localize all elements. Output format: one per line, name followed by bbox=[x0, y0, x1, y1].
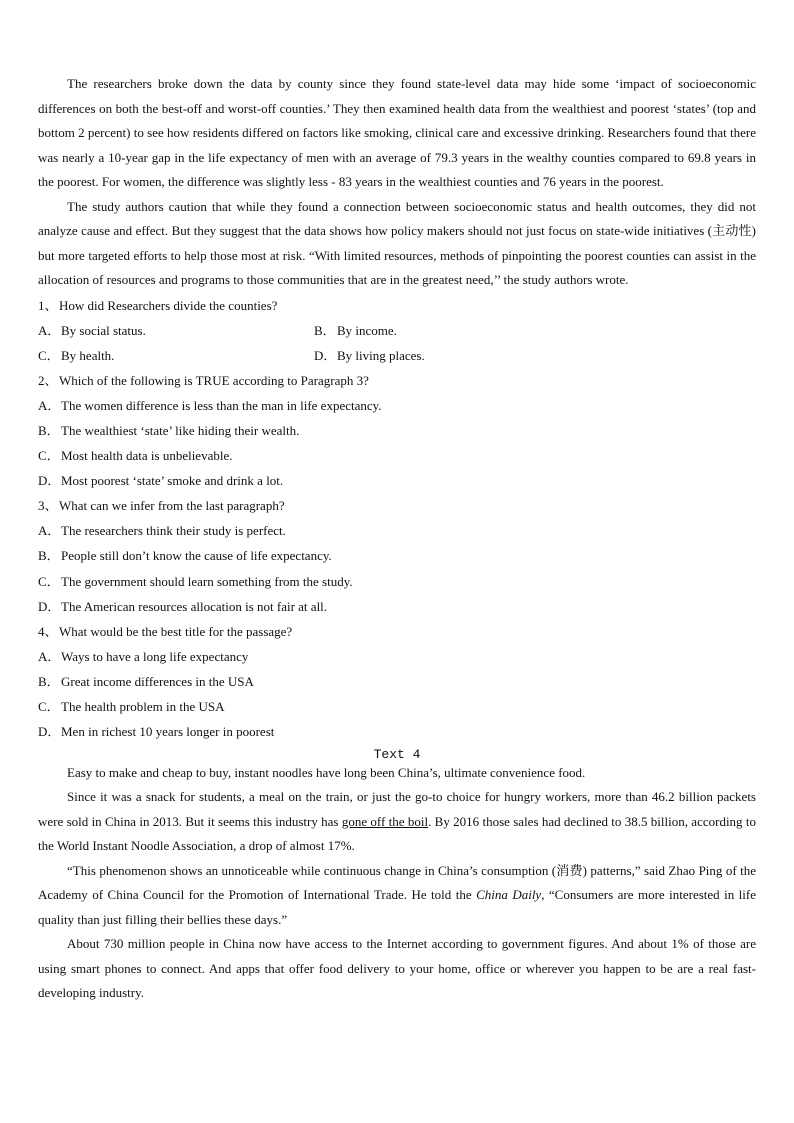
option-b bbox=[38, 543, 756, 568]
option-a bbox=[38, 393, 756, 418]
option-d bbox=[38, 719, 756, 744]
option-text: Ways to have a long life expectancy bbox=[61, 648, 249, 664]
option-text: The women difference is less than the man in life expectancy. bbox=[61, 397, 382, 413]
option-label: A． bbox=[38, 648, 61, 664]
question-1 bbox=[38, 293, 756, 368]
option-text: By living places. bbox=[337, 347, 425, 363]
option-label: B． bbox=[38, 422, 60, 438]
option-a bbox=[38, 518, 756, 543]
option-text: The wealthiest ‘state’ like hiding their wealth. bbox=[61, 422, 300, 438]
option-d bbox=[38, 594, 756, 619]
text4-paragraph-1: Easy to make and cheap to buy, instant noodles have long been China’s, ultimate convenience food. bbox=[67, 765, 586, 781]
option-b bbox=[314, 318, 590, 343]
option-label: C． bbox=[38, 347, 60, 363]
option-label: D． bbox=[38, 724, 61, 740]
question-number: 2、 bbox=[38, 372, 58, 388]
option-text: People still don’t know the cause of life expectancy. bbox=[61, 548, 332, 564]
option-text: Men in richest 10 years longer in poorest bbox=[61, 724, 275, 740]
publication-title: China Daily bbox=[476, 887, 542, 903]
text-run: Since it was a snack for students, a meal on the train, or just the go-to choice for hungry workers, more than 46.2 billion packets were sold in China in 2013. But it seems this industry has bbox=[38, 789, 756, 829]
section-heading: Text 4 bbox=[373, 747, 421, 763]
option-text: The researchers think their study is perfect. bbox=[61, 523, 286, 539]
question-number: 3、 bbox=[38, 498, 58, 514]
option-label: A． bbox=[38, 523, 61, 539]
option-text: The health problem in the USA bbox=[61, 699, 225, 714]
option-label: B． bbox=[314, 322, 336, 338]
option-c bbox=[38, 443, 756, 468]
option-c bbox=[38, 694, 756, 719]
option-a bbox=[38, 318, 314, 343]
option-text: Great income differences in the USA bbox=[61, 673, 254, 689]
option-label: C． bbox=[38, 448, 60, 464]
option-label: A． bbox=[38, 397, 61, 413]
option-label: D． bbox=[38, 598, 61, 614]
text-run: “This phenomenon shows an unnoticeable while continuous change in China’s consumption (消费) patterns,” said Zhao Ping of the Academy of China Council for the Promotion of International Trade. He told the bbox=[38, 862, 756, 903]
question-text: Which of the following is TRUE according to Paragraph 3? bbox=[59, 372, 369, 388]
document-page bbox=[38, 72, 756, 1006]
option-text: The American resources allocation is not fair at all. bbox=[61, 598, 328, 614]
text-run: , “Consumers are more interested in life quality than just filling their bellies these days.” bbox=[38, 887, 756, 927]
passage-paragraph: The study authors caution that while they found a connection between socioeconomic status and health outcomes, they did not analyze cause and effect. But they suggest that the data shows how policy makers should not just focus on state-wide initiatives (主动性) but more targeted efforts to help those most at risk. “With limited resources, methods of pinpointing the poorest counties can assist in the allocation of resources and programs to those communities that are in the greatest need,’’ the study authors wrote. bbox=[38, 198, 756, 287]
option-a bbox=[38, 644, 756, 669]
text-run: . By 2016 those sales had declined to 38.5 billion, according to the World Instant Noodle Association, a drop of almost 17%. bbox=[38, 813, 756, 854]
question-stem bbox=[38, 619, 756, 644]
option-label: D． bbox=[38, 473, 61, 489]
text4-paragraph-4: About 730 million people in China now have access to the Internet according to government figures. And about 1% of those are using smart phones to connect. And apps that offer food delivery to your home, office or wherever you happen to be are a real fast-developing industry. bbox=[38, 936, 756, 1001]
option-text: The government should learn something from the study. bbox=[61, 573, 353, 589]
question-number: 4、 bbox=[38, 623, 58, 639]
option-text: Most health data is unbelievable. bbox=[61, 448, 233, 464]
question-4 bbox=[38, 619, 756, 744]
option-label: C． bbox=[38, 573, 60, 589]
question-text: What can we infer from the last paragraph? bbox=[59, 498, 285, 514]
text4-paragraph-3 bbox=[38, 859, 756, 933]
passage-paragraph: The researchers broke down the data by county since they found state-level data may hide some ‘impact of socioeconomic differences on both the best-off and worst-off counties.’ They then examined health data from the wealthiest and poorest ‘states’ (top and bottom 2 percent) to see how residents differed on factors like smoking, clinical care and excessive drinking. Researchers found that there was nearly a 10-year gap in the life expectancy of men with an average of 79.3 years in the wealthy counties compared to 69.8 years in the poorest. For women, the difference was slightly less - 83 years in the wealthiest counties and 76 years in the poorest. bbox=[38, 76, 756, 189]
option-c bbox=[38, 569, 756, 594]
question-number: 1、 bbox=[38, 297, 58, 313]
question-stem bbox=[38, 493, 756, 518]
question-2 bbox=[38, 368, 756, 493]
option-b bbox=[38, 418, 756, 443]
option-c bbox=[38, 343, 314, 368]
option-label: C． bbox=[38, 699, 60, 714]
option-d bbox=[38, 468, 756, 493]
option-b bbox=[38, 669, 756, 694]
question-3 bbox=[38, 493, 756, 618]
option-label: B． bbox=[38, 548, 60, 564]
option-text: By income. bbox=[337, 322, 397, 338]
option-text: By health. bbox=[61, 347, 115, 363]
text4-paragraph-2 bbox=[38, 785, 756, 859]
option-text: By social status. bbox=[61, 322, 146, 338]
option-label: D． bbox=[314, 347, 337, 363]
underlined-phrase: gone off the boil bbox=[341, 813, 429, 829]
question-stem bbox=[38, 368, 756, 393]
question-text: How did Researchers divide the counties? bbox=[59, 297, 278, 313]
question-text: What would be the best title for the passage? bbox=[59, 623, 293, 639]
question-stem bbox=[38, 293, 756, 318]
option-text: Most poorest ‘state’ smoke and drink a lot. bbox=[61, 473, 284, 489]
option-d bbox=[314, 343, 590, 368]
option-label: B． bbox=[38, 673, 60, 689]
option-label: A． bbox=[38, 322, 61, 338]
